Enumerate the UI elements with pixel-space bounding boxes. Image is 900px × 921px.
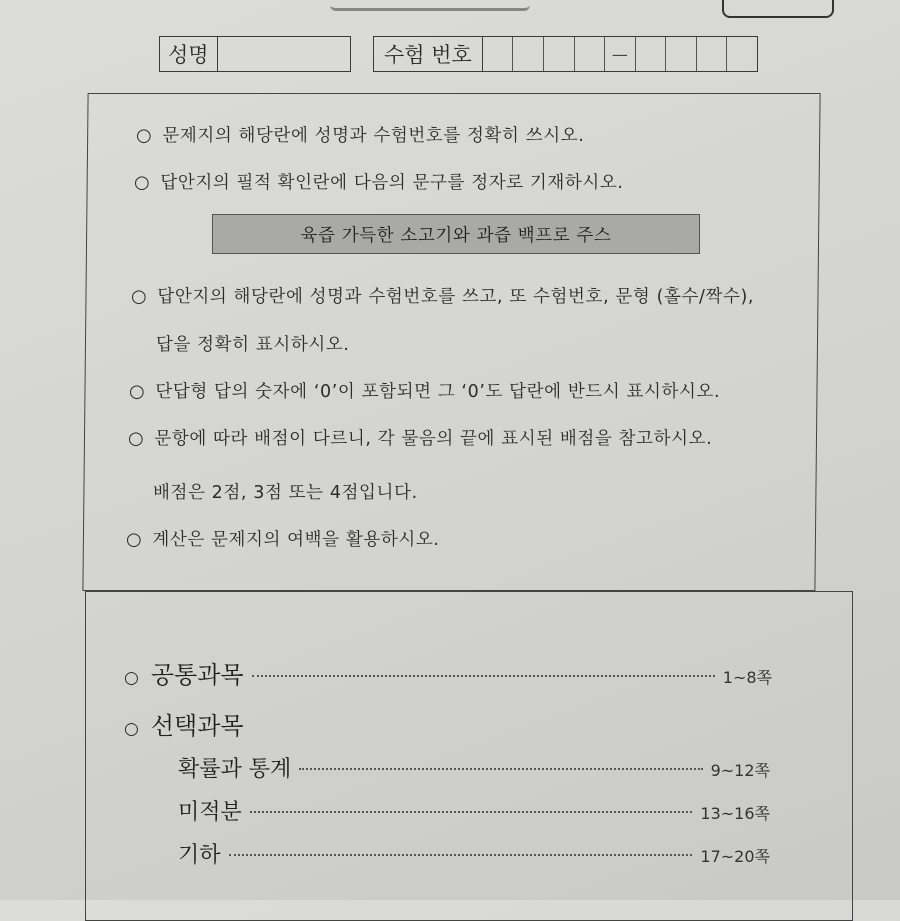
exam-digit-cell[interactable] (544, 37, 575, 71)
dot-leader (250, 811, 693, 813)
circle-bullet-icon: ○ (134, 172, 151, 193)
name-input-area[interactable] (218, 37, 350, 71)
instruction-4-text: 단답형 답의 숫자에 ‘0’이 포함되면 그 ‘0’도 답란에 반드시 표시하시오. (155, 382, 721, 402)
exam-digit-cell[interactable] (483, 37, 514, 71)
circle-bullet-icon: ○ (128, 428, 145, 449)
subject-elective-header (124, 706, 244, 741)
subject-elective-row (178, 795, 770, 826)
instruction-6-text: 계산은 문제지의 여백을 활용하시오. (152, 530, 440, 550)
dot-leader (299, 768, 702, 770)
subject-elective-label: 기하 (178, 843, 221, 868)
exam-digit-cell[interactable] (666, 37, 697, 71)
exam-number-field (373, 36, 758, 72)
exam-digit-cell[interactable] (575, 37, 606, 71)
dot-leader (229, 854, 693, 856)
exam-digit-cell[interactable] (727, 37, 757, 71)
instruction-5-text: 문항에 따라 배점이 다르니, 각 물음의 끝에 표시된 배점을 참고하시오. (154, 429, 713, 449)
subject-common-row (124, 655, 772, 690)
subject-elective-pages: 17~20쪽 (700, 847, 770, 866)
circle-bullet-icon: ○ (126, 529, 143, 550)
instruction-5-continued: 배점은 2점, 3점 또는 4점입니다. (153, 483, 418, 503)
instruction-1-text: 문제지의 해당란에 성명과 수험번호를 정확히 쓰시오. (162, 126, 585, 146)
circle-bullet-icon: ○ (124, 668, 139, 688)
subject-common-pages: 1~8쪽 (722, 668, 772, 687)
subject-elective-pages: 9~12쪽 (710, 761, 770, 780)
circle-bullet-icon: ○ (136, 125, 153, 146)
name-field (159, 36, 351, 72)
circle-bullet-icon: ○ (131, 286, 148, 307)
subject-elective-label: 미적분 (178, 800, 242, 825)
instruction-5 (128, 425, 712, 450)
exam-digit-dash: — (605, 37, 636, 71)
handwriting-phrase-banner: 육즙 가득한 소고기와 과즙 백프로 주스 (212, 214, 700, 254)
instruction-3-text: 답안지의 해당란에 성명과 수험번호를 쓰고, 또 수험번호, 문형 (홀수/짝수), (157, 287, 755, 307)
instruction-1 (136, 122, 584, 147)
exam-number-label: 수험 번호 (374, 37, 483, 71)
subject-elective-row (178, 838, 770, 869)
dot-leader (252, 675, 715, 677)
circle-bullet-icon: ○ (124, 719, 139, 739)
cropped-type-box (722, 0, 834, 18)
instruction-2-text: 답안지의 필적 확인란에 다음의 문구를 정자로 기재하시오. (160, 173, 624, 193)
instruction-4 (129, 378, 720, 403)
subject-elective-row (178, 752, 770, 783)
subject-elective-pages: 13~16쪽 (700, 804, 770, 823)
cropped-title-fragment (330, 0, 530, 11)
instruction-3-continued: 답을 정확히 표시하시오. (156, 335, 350, 355)
exam-digit-cell[interactable] (636, 37, 667, 71)
name-label: 성명 (160, 37, 218, 71)
subject-elective-label: 확률과 통계 (178, 757, 292, 782)
instruction-6 (126, 526, 440, 551)
exam-digit-cell[interactable] (513, 37, 544, 71)
exam-digit-cell[interactable] (697, 37, 728, 71)
instruction-2 (134, 169, 624, 194)
instruction-3 (131, 283, 754, 308)
subject-elective-label: 선택과목 (150, 712, 244, 740)
circle-bullet-icon: ○ (129, 381, 146, 402)
subject-common-label: 공통과목 (150, 661, 244, 689)
